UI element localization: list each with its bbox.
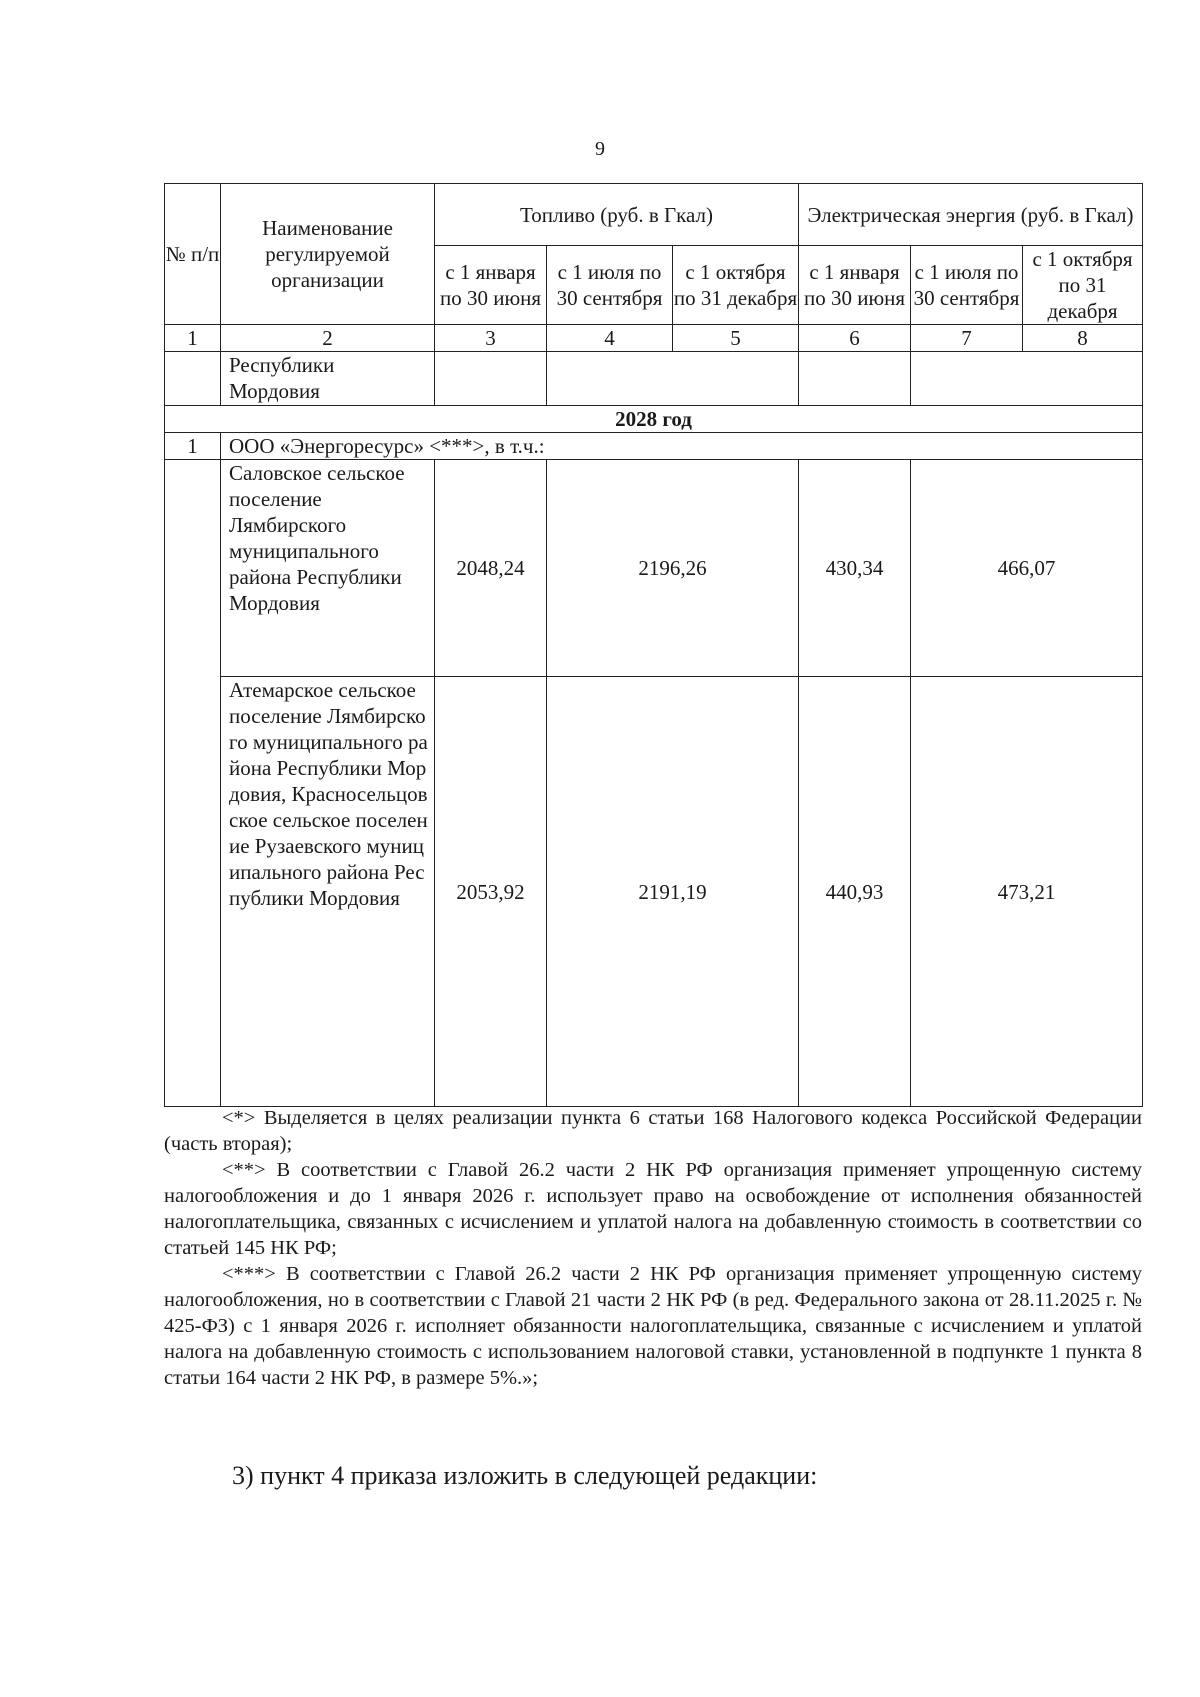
col-number: 1 xyxy=(165,325,221,352)
fuel-h2-value: 2191,19 xyxy=(547,677,799,1107)
header-period-fuel-1: с 1 января по 30 июня xyxy=(435,246,547,325)
header-period-el-1: с 1 января по 30 июня xyxy=(799,246,911,325)
table-row xyxy=(165,677,1143,1107)
org-num: 1 xyxy=(165,433,221,460)
fuel-h1-value: 2053,92 xyxy=(435,677,547,1107)
col-number: 6 xyxy=(799,325,911,352)
el-h2-value: 466,07 xyxy=(911,460,1143,677)
header-period-el-3: с 1 октября по 31 декабря xyxy=(1023,246,1143,325)
row-name: Атемарское сельское поселение Лямбирского муниципального района Республики Мордовия, Красносельцовское сельское поселение Рузаевского муниципального района Республики Мордовия xyxy=(221,677,435,1107)
el-h1-value: 430,34 xyxy=(799,460,911,677)
col-number: 2 xyxy=(221,325,435,352)
col-number: 7 xyxy=(911,325,1023,352)
column-number-row xyxy=(165,325,1143,352)
page-number: 9 xyxy=(595,138,605,160)
col-number: 4 xyxy=(547,325,673,352)
col-number: 8 xyxy=(1023,325,1143,352)
continuation-name: Республики Мордовия xyxy=(221,352,435,406)
tariff-table xyxy=(164,183,1143,1107)
col-number: 5 xyxy=(673,325,799,352)
col-number: 3 xyxy=(435,325,547,352)
footnote: <*> Выделяется в целях реализации пункта 6 статьи 168 Налогового кодекса Российской Федерации (часть вторая); xyxy=(164,1107,1142,1155)
year-row xyxy=(165,406,1143,433)
row-name: Саловское сельское поселение Лямбирского муниципального района Республики Мордовия xyxy=(221,460,435,677)
header-fuel: Топливо (руб. в Гкал) xyxy=(435,184,799,246)
year-label: 2028 год xyxy=(165,406,1143,433)
header-name: Наименование регулируемой организации xyxy=(221,184,435,325)
fuel-h2-value: 2196,26 xyxy=(547,460,799,677)
continuation-row xyxy=(165,352,1143,406)
footnote: <**> В соответствии с Главой 26.2 части 2 НК РФ организация применяет упрощенную систему налогообложения и до 1 января 2026 г. использует право на освобождение от исполнения обязанностей налогоплательщика, связанных с исчислением и уплатой налога на добавленную стоимость в соответствии со статьей 145 НК РФ; xyxy=(164,1159,1142,1259)
org-name: ООО «Энергоресурс» <***>, в т.ч.: xyxy=(221,433,1143,460)
header-period-fuel-3: с 1 октября по 31 декабря xyxy=(673,246,799,325)
point-3-text: 3) пункт 4 приказа изложить в следующей редакции: xyxy=(232,1461,818,1490)
header-period-el-2: с 1 июля по 30 сентября xyxy=(911,246,1023,325)
footnotes xyxy=(164,1105,1142,1391)
org-row xyxy=(165,433,1143,460)
fuel-h1-value: 2048,24 xyxy=(435,460,547,677)
table-row xyxy=(165,460,1143,677)
header-num: № п/п xyxy=(165,184,221,325)
header-electricity: Электрическая энергия (руб. в Гкал) xyxy=(799,184,1143,246)
el-h1-value: 440,93 xyxy=(799,677,911,1107)
el-h2-value: 473,21 xyxy=(911,677,1143,1107)
header-period-fuel-2: с 1 июля по 30 сентября xyxy=(547,246,673,325)
footnote: <***> В соответствии с Главой 26.2 части 2 НК РФ организация применяет упрощенную систему налогообложения, но в соответствии с Главой 21 части 2 НК РФ (в ред. Федерального закона от 28.11.2025 г. № 425-ФЗ) с 1 января 2026 г. исполняет обязанности налогоплательщика, связанные с исчислением и уплатой налога на добавленную стоимость с использованием налоговой ставки, установленной в подпункте 1 пункта 8 статьи 164 части 2 НК РФ, в размере 5%.»; xyxy=(164,1263,1142,1389)
